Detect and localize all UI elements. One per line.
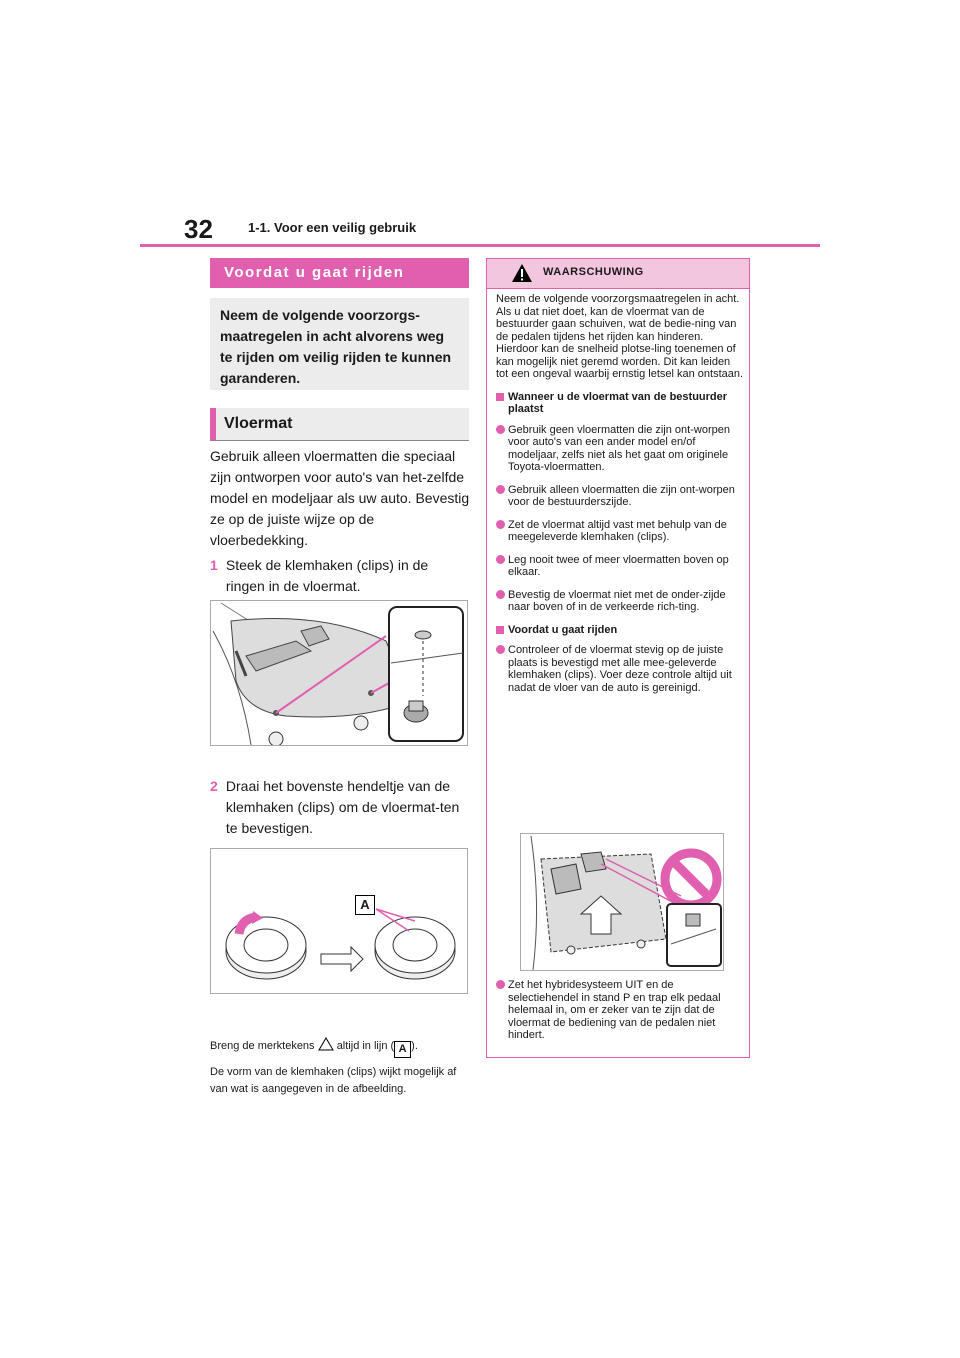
bullet-text: Gebruik geen vloermatten die zijn ont-worpen voor auto's van een ander model en/of modeljaar, zelfs niet als het gaat om originele Toyota-vloermatten. xyxy=(508,423,730,473)
caption-note: De vorm van de klemhaken (clips) wijkt mogelijk af van wat is aangegeven in de afbeelding. xyxy=(210,1066,457,1095)
bullet-dot-icon xyxy=(496,555,505,564)
bullet-text: Controleer of de vloermat stevig op de juiste plaats is bevestigd met alle mee-geleverde klemhaken (clips). Voer deze controle altijd uit nadat de vloer van de auto is gereinigd. xyxy=(508,644,732,694)
prohibited-illustration xyxy=(521,834,723,970)
chapter-title: 1-1. Voor een veilig gebruik xyxy=(248,220,417,235)
warning-intro xyxy=(496,293,744,381)
warning-bullet xyxy=(496,979,744,1042)
square-bullet-icon xyxy=(496,626,504,634)
prohibited-mat-figure xyxy=(520,833,724,971)
warning-bullet xyxy=(496,589,744,614)
step-1 xyxy=(210,555,472,597)
heading-text: Wanneer u de vloermat van de bestuurder plaatst xyxy=(508,390,728,415)
warning-bullet xyxy=(496,644,744,694)
caption-label-a: A xyxy=(394,1041,411,1058)
warning-intro-1: Neem de volgende voorzorgsmaatregelen in acht. xyxy=(496,293,740,305)
figure-caption xyxy=(210,1037,472,1104)
bullet-text: Zet het hybridesysteem UIT en de selectiehendel in stand P en trap elk pedaal helemaal in, om er zeker van te zijn dat de vloermat de bediening van de pedalen niet hindert. xyxy=(508,979,721,1041)
clip-rotation-figure xyxy=(210,848,468,994)
warning-bullet xyxy=(496,519,744,544)
bullet-text: Leg nooit twee of meer vloermatten boven op elkaar. xyxy=(508,553,729,578)
bullet-text: Bevestig de vloermat niet met de onder-zijde naar boven of in de verkeerde rich-ting. xyxy=(508,588,726,613)
warning-bullet xyxy=(496,424,744,474)
caption-text-2: altijd in lijn ( xyxy=(336,1040,395,1052)
warning-box xyxy=(486,258,750,1058)
warning-heading-1 xyxy=(496,391,744,416)
warning-body xyxy=(496,293,744,704)
step-text: Draai het bovenste hendeltje van de klemhaken (clips) om de vloermat-ten te bevestigen. xyxy=(225,778,460,836)
bullet-text: Gebruik alleen vloermatten die zijn ont-worpen voor de bestuurderszijde. xyxy=(508,483,735,508)
warning-heading-2 xyxy=(496,624,744,637)
page-number: 32 xyxy=(184,214,213,244)
warning-intro-2: Als u dat niet doet, kan de vloermat van de bestuurder gaan schuiven, wat de bedie-ning van de pedalen tijdens het rijden kan hinderen. Hierdoor kan de snelheid plotse-ling toenemen of kan mogelijk niet geremd worden. Dit kan leiden tot een ongeval waarbij ernstig letsel kan ontstaan. xyxy=(496,305,744,380)
bullet-text: Zet de vloermat altijd vast met behulp van de meegeleverde klemhaken (clips). xyxy=(508,518,727,543)
warning-header xyxy=(487,259,749,289)
square-bullet-icon xyxy=(496,393,504,401)
caption-text-1: Breng de merktekens xyxy=(210,1040,315,1052)
warning-bullet xyxy=(496,554,744,579)
header-rule xyxy=(140,244,820,247)
figure-label-a: A xyxy=(355,895,375,915)
intro-box: Neem de volgende voorzorgs-maatregelen in acht alvorens weg te rijden om veilig rijden te kunnen garanderen. xyxy=(210,298,469,390)
bullet-dot-icon xyxy=(496,590,505,599)
warning-title: WAARSCHUWING xyxy=(543,266,644,278)
section-title: Voordat u gaat rijden xyxy=(210,258,469,288)
subsection-title-text: Vloermat xyxy=(224,415,293,432)
step-text: Steek de klemhaken (clips) in de ringen in de vloermat. xyxy=(225,557,429,594)
floor-mat-figure xyxy=(210,600,468,746)
paragraph-text: Gebruik alleen vloermatten die speciaal zijn ontworpen voor auto's van het-zelfde model en modeljaar als uw auto. Bevestig ze op de juiste wijze op de vloerbedekking. xyxy=(210,448,470,548)
floor-mat-paragraph xyxy=(210,446,472,597)
heading-text: Voordat u gaat rijden xyxy=(508,623,618,636)
floor-mat-illustration xyxy=(211,601,467,745)
bullet-dot-icon xyxy=(496,425,505,434)
caption-text-3: ). xyxy=(411,1040,418,1052)
bullet-dot-icon xyxy=(496,485,505,494)
warning-bullet xyxy=(496,484,744,509)
caption-alignment xyxy=(210,1037,472,1058)
step-2 xyxy=(210,776,472,839)
warning-icon xyxy=(511,263,533,283)
warning-body-bottom xyxy=(496,979,744,1052)
subsection-title xyxy=(210,408,469,441)
bullet-dot-icon xyxy=(496,980,505,989)
step-number: 1 xyxy=(210,557,218,573)
bullet-dot-icon xyxy=(496,645,505,654)
step-number: 2 xyxy=(210,778,218,794)
triangle-mark-icon xyxy=(318,1037,334,1051)
clip-illustration xyxy=(211,849,467,993)
bullet-dot-icon xyxy=(496,520,505,529)
